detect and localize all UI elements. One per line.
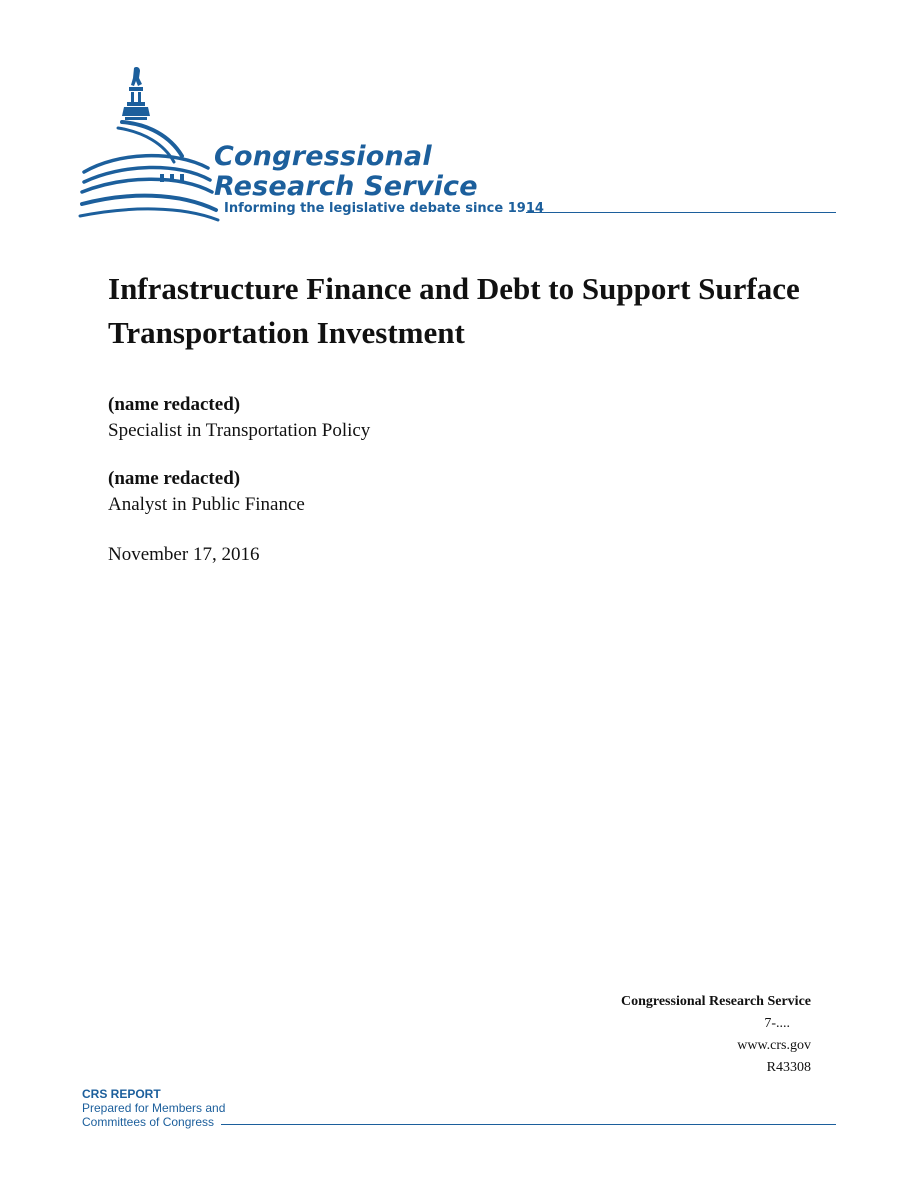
author-name: (name redacted): [108, 394, 241, 415]
footer-line-1: Prepared for Members and: [82, 1101, 226, 1115]
publisher-phone: 7-....: [764, 1016, 790, 1031]
logo-line-1: Congressional: [214, 141, 432, 172]
publisher-name: Congressional Research Service: [620, 994, 811, 1009]
report-title: Infrastructure Finance and Debt to Support Surface Transportation Investment: [108, 271, 800, 350]
publisher-website[interactable]: www.crs.gov: [737, 1038, 811, 1053]
capitol-dome-icon: [78, 64, 220, 222]
publisher-block: [621, 991, 811, 1079]
author-block: [108, 392, 370, 444]
footer-divider: [221, 1124, 836, 1125]
author-role: Specialist in Transportation Policy: [108, 420, 371, 441]
logo-line-2: Research Service: [214, 171, 478, 202]
report-number: R43308: [766, 1060, 811, 1075]
author-name: (name redacted): [108, 468, 241, 489]
crs-logo-wordmark: [214, 142, 478, 202]
report-date: November 17, 2016: [108, 544, 260, 565]
footer-heading: CRS REPORT: [82, 1087, 161, 1101]
header-divider: [526, 212, 836, 213]
author-role: Analyst in Public Finance: [108, 494, 305, 515]
footer-line-2: Committees of Congress: [82, 1115, 215, 1129]
footer-label: [82, 1087, 225, 1129]
author-block: [108, 466, 305, 518]
logo-tagline: Informing the legislative debate since 1914: [224, 201, 544, 216]
